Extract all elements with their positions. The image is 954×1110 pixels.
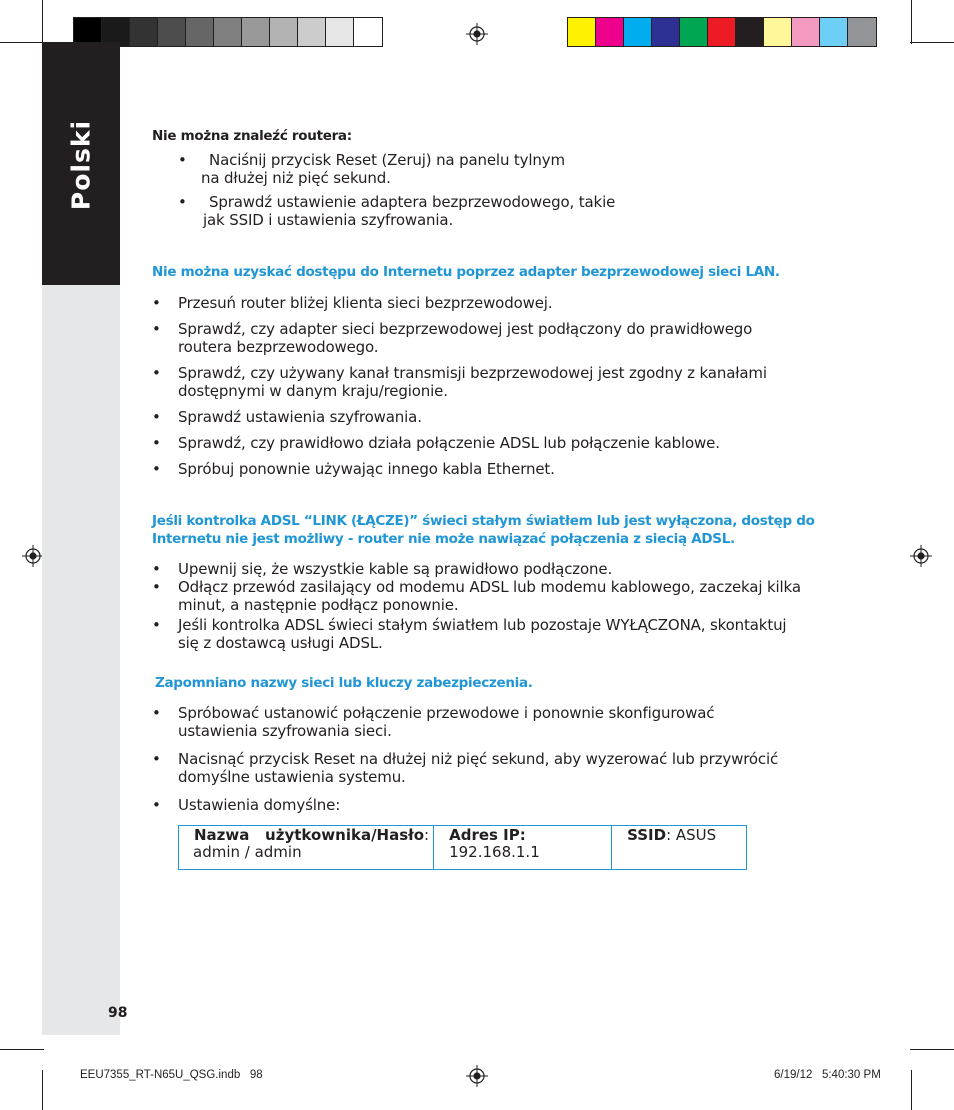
list-item: • Sprawdź ustawienie adaptera bezprzewodowego, takie jak SSID i ustawienia szyfrowania. <box>178 193 616 229</box>
list-item: • Sprawdź ustawienia szyfrowania. <box>152 408 422 426</box>
list-item: • Sprawdź, czy używany kanał transmisji bezprzewodowej jest zgodny z kanałami dostępnymi w danym kraju/regionie. <box>152 364 767 400</box>
color-swatch <box>848 18 876 46</box>
side-margin-band <box>42 285 120 1035</box>
list-item: • Jeśli kontrolka ADSL świeci stałym światłem lub pozostaje WYŁĄCZONA, skontaktuj się z dostawcą usługi ADSL. <box>152 616 787 652</box>
registration-mark-icon <box>910 545 932 567</box>
list-item: • Nacisnąć przycisk Reset na dłużej niż pięć sekund, aby wyzerować lub przywrócić domyślne ustawienia systemu. <box>152 750 779 786</box>
color-swatch <box>214 18 242 46</box>
credentials-value: admin / admin <box>193 843 302 861</box>
table-cell-ssid <box>612 826 747 870</box>
color-swatch <box>242 18 270 46</box>
router-not-found-list <box>178 151 658 229</box>
ip-address-label: Adres IP: <box>449 826 526 844</box>
color-swatch <box>708 18 736 46</box>
list-item: • Sprawdź, czy adapter sieci bezprzewodowej jest podłączony do prawidłowego routera bezprzewodowego. <box>152 320 753 356</box>
section-heading-adsl-link: Jeśli kontrolka ADSL “LINK (ŁĄCZE)” świeci stałym światłem lub jest wyłączona, dostęp do Internetu nie jest możliwy - router nie może nawiązać połączenia z siecią ADSL. <box>152 513 815 547</box>
color-swatch <box>596 18 624 46</box>
registration-mark-icon <box>22 545 44 567</box>
color-swatch <box>130 18 158 46</box>
crop-mark <box>911 1070 912 1110</box>
adsl-link-list <box>152 560 842 652</box>
no-internet-wlan-list <box>152 294 842 478</box>
crop-mark <box>0 1049 44 1050</box>
ssid-label: SSID <box>627 826 667 844</box>
color-swatch <box>652 18 680 46</box>
list-item: • Upewnij się, że wszystkie kable są prawidłowo podłączone. <box>152 560 613 578</box>
footer-file-info: EEU7355_RT-N65U_QSG.indb 98 <box>80 1069 263 1081</box>
process-color-bar <box>567 17 877 47</box>
registration-mark-icon <box>466 1065 488 1087</box>
section-heading-forgot-network-keys: Zapomniano nazwy sieci lub kluczy zabezpieczenia. <box>155 675 533 691</box>
crop-mark <box>0 42 44 43</box>
crop-mark <box>42 1070 43 1110</box>
footer-datetime: 6/19/12 5:40:30 PM <box>774 1069 881 1081</box>
table-row <box>179 826 747 870</box>
color-swatch <box>792 18 820 46</box>
color-swatch <box>624 18 652 46</box>
color-swatch <box>270 18 298 46</box>
list-item: • Ustawienia domyślne: <box>152 796 341 814</box>
language-title: Polski <box>66 119 96 211</box>
color-swatch <box>298 18 326 46</box>
list-item: • Przesuń router bliżej klienta sieci bezprzewodowej. <box>152 294 553 312</box>
registration-mark-icon <box>466 23 488 45</box>
ssid-value: : ASUS <box>666 826 717 844</box>
section-heading-no-internet-wlan: Nie można uzyskać dostępu do Internetu poprzez adapter bezprzewodowej sieci LAN. <box>152 264 780 280</box>
crop-mark <box>42 0 43 44</box>
list-item: • Spróbować ustanowić połączenie przewodowe i ponownie skonfigurować ustawienia szyfrowania sieci. <box>152 704 715 740</box>
color-swatch <box>680 18 708 46</box>
list-item: • Naciśnij przycisk Reset (Zeruj) na panelu tylnym na dłużej niż pięć sekund. <box>178 151 565 187</box>
color-swatch <box>568 18 596 46</box>
crop-mark <box>910 1049 954 1050</box>
forgot-network-keys-list <box>152 704 842 814</box>
list-item: • Odłącz przewód zasilający od modemu ADSL lub modemu kablowego, zaczekaj kilka minut, a następnie podłącz ponownie. <box>152 578 801 614</box>
color-swatch <box>764 18 792 46</box>
table-cell-credentials: Nazwa użytkownika/Hasło: admin / admin <box>179 826 434 870</box>
ip-address-value: 192.168.1.1 <box>449 843 540 861</box>
crop-mark <box>911 0 912 44</box>
section-heading-router-not-found: Nie można znaleźć routera: <box>152 128 352 144</box>
table-cell-ip-address <box>434 826 612 870</box>
default-settings-table <box>178 825 747 870</box>
list-item: • Sprawdź, czy prawidłowo działa połączenie ADSL lub połączenie kablowe. <box>152 434 720 452</box>
page-number: 98 <box>108 1005 128 1021</box>
credentials-label: Nazwa użytkownika/Hasło <box>194 826 425 844</box>
color-swatch <box>354 18 382 46</box>
color-swatch <box>820 18 848 46</box>
color-swatch <box>158 18 186 46</box>
list-item: • Spróbuj ponownie używając innego kabla Ethernet. <box>152 460 555 478</box>
color-swatch <box>736 18 764 46</box>
color-swatch <box>186 18 214 46</box>
color-swatch <box>326 18 354 46</box>
crop-mark <box>910 42 954 43</box>
